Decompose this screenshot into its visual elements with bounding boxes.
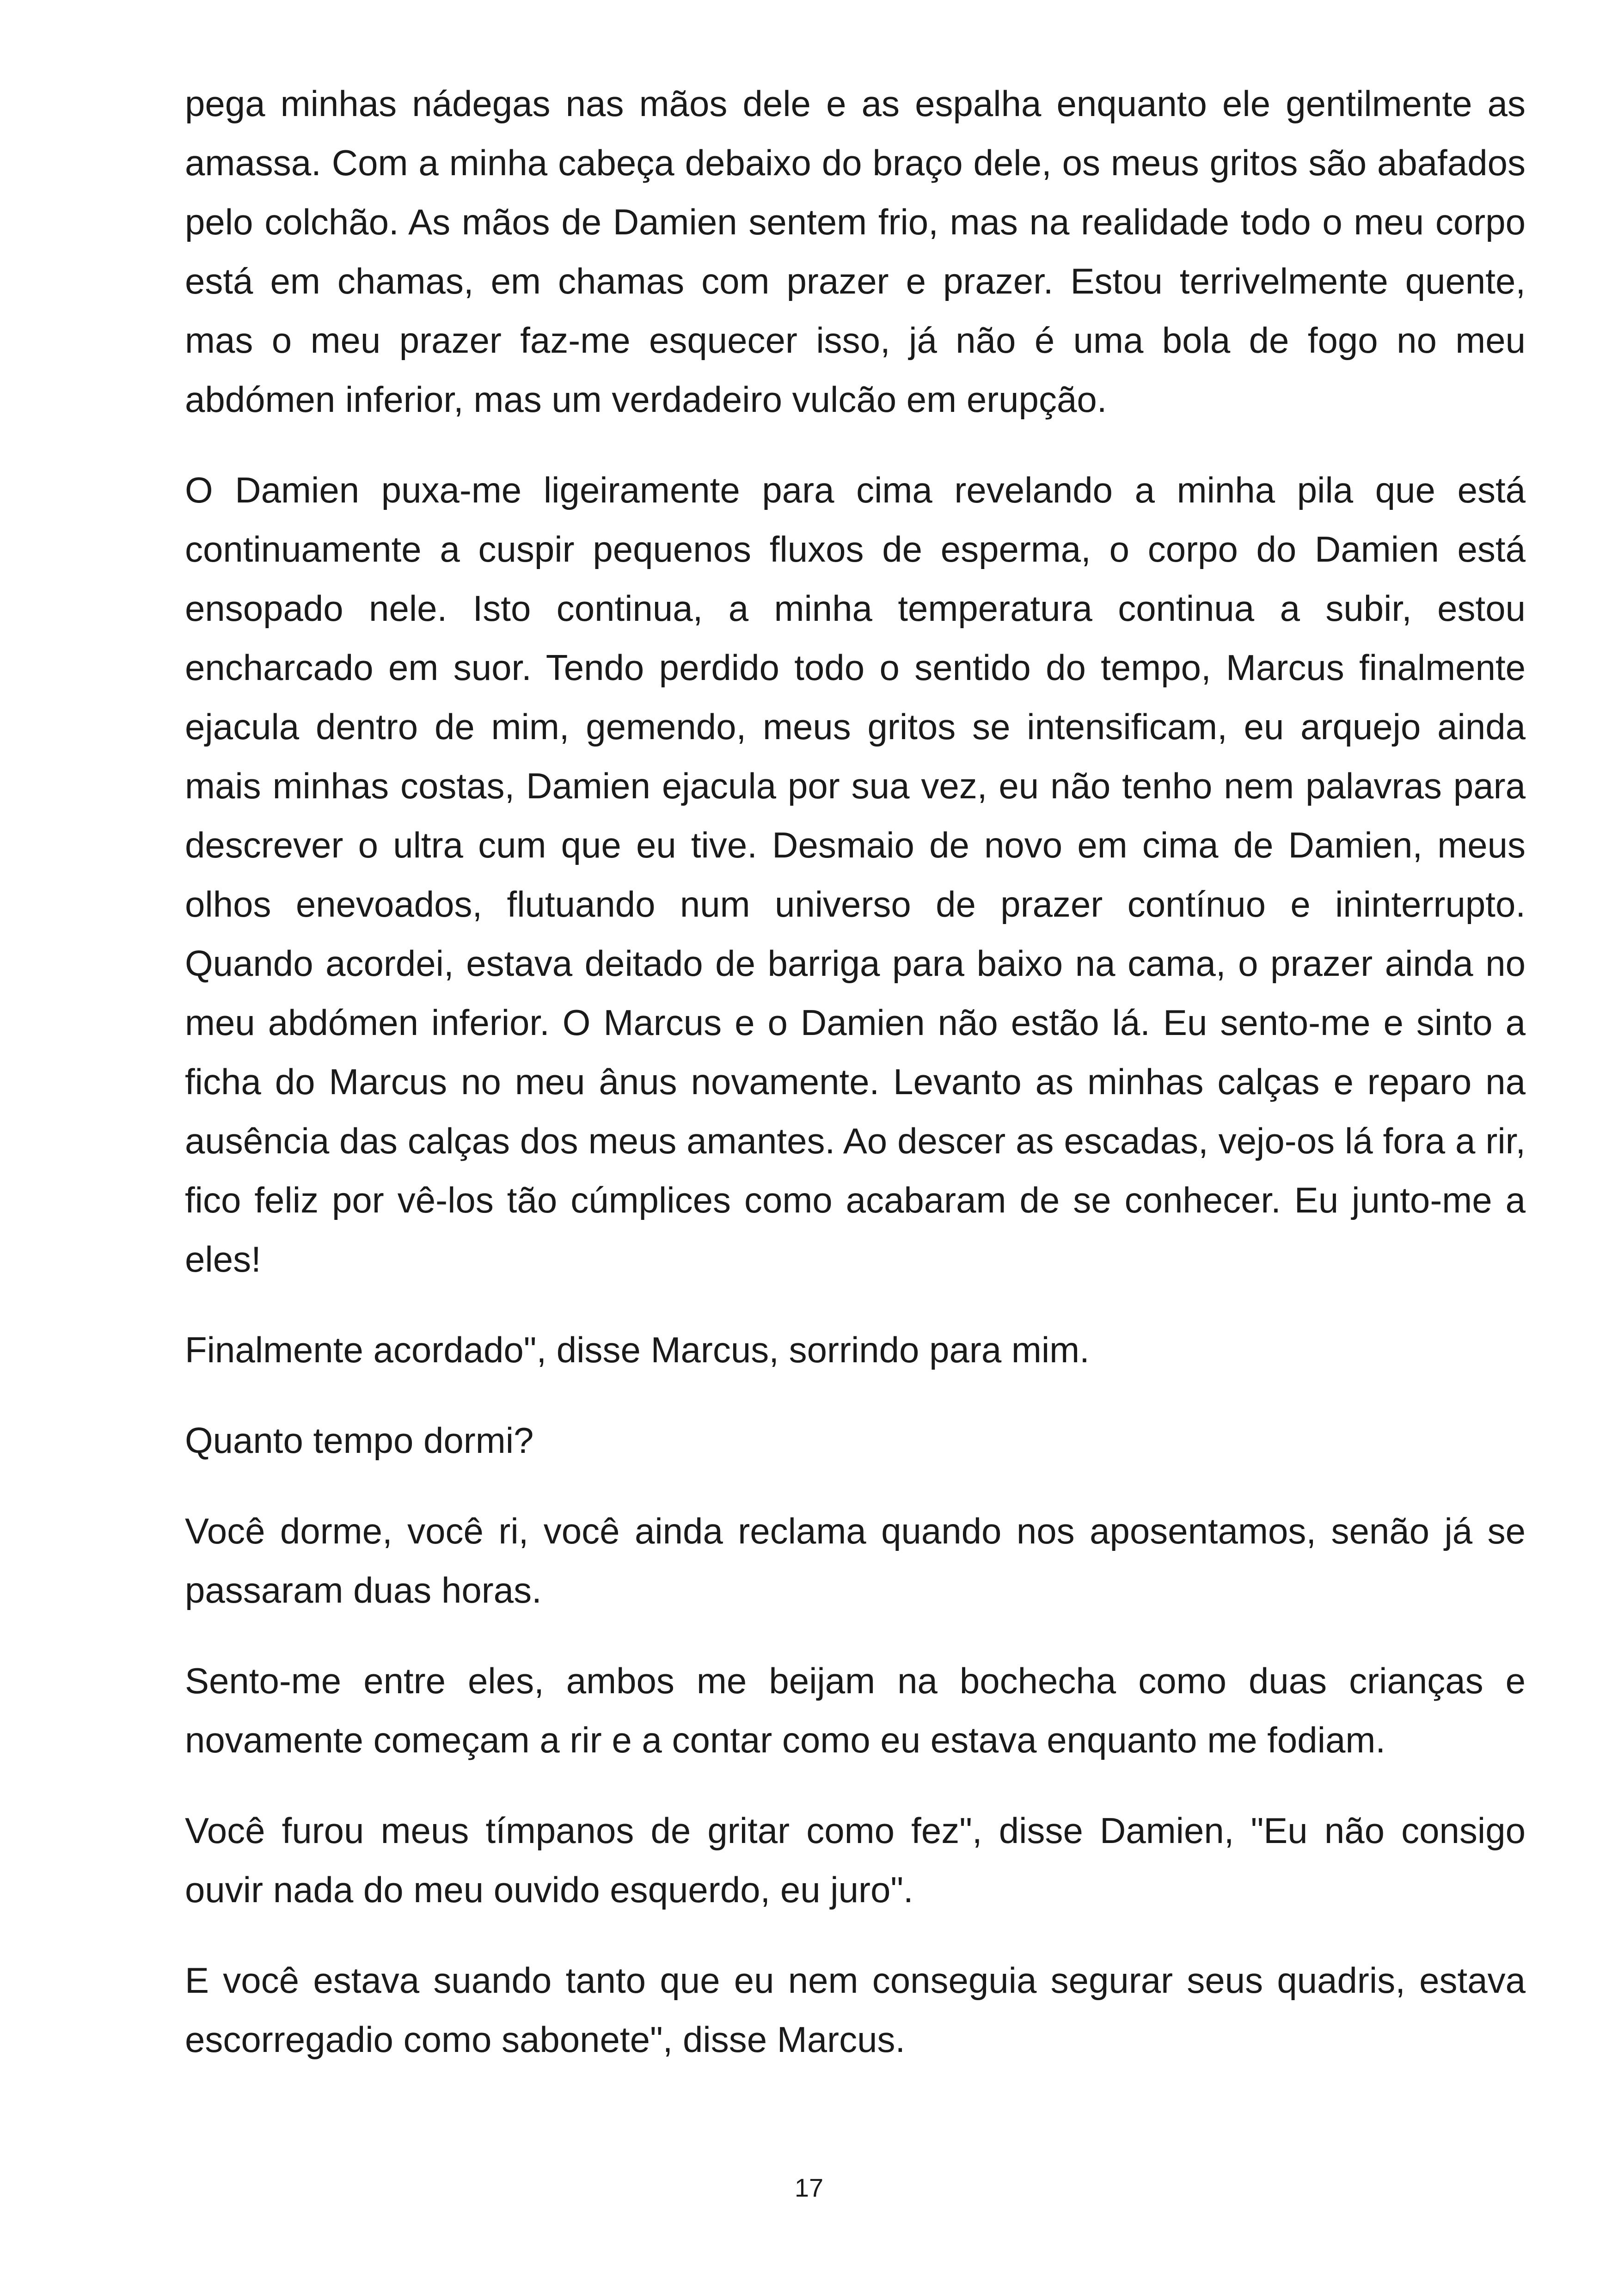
paragraph-4: Quanto tempo dormi? bbox=[185, 1420, 534, 1461]
body-text bbox=[185, 74, 1526, 2100]
paragraph-3: Finalmente acordado", disse Marcus, sorrindo para mim. bbox=[185, 1329, 1090, 1370]
paragraph-2: O Damien puxa-me ligeiramente para cima revelando a minha pila que está continuamente a cuspir pequenos fluxos de esperma, o corpo do Damien está ensopado nele. Isto continua, a minha temperatura continua a subir, estou encharcado em suor. Tendo perdido todo o sentido do tempo, Marcus finalmente ejacula dentro de mim, gemendo, meus gritos se intensificam, eu arquejo ainda mais minhas costas, Damien ejacula por sua vez, eu não tenho nem palavras para descrever o ultra cum que eu tive. Desmaio de novo em cima de Damien, meus olhos enevoados, flutuando num universo de prazer contínuo e ininterrupto. Quando acordei, estava deitado de barriga para baixo na cama, o prazer ainda no meu abdómen inferior. O Marcus e o Damien não estão lá. Eu sento-me e sinto a ficha do Marcus no meu ânus novamente. Levanto as minhas calças e reparo na ausência das calças dos meus amantes. Ao descer as escadas, vejo-os lá fora a rir, fico feliz por vê-los tão cúmplices como acabaram de se conhecer. Eu junto-me a eles! bbox=[185, 470, 1526, 1280]
paragraph-8: E você estava suando tanto que eu nem conseguia segurar seus quadris, estava escorregadio como sabonete", disse Marcus. bbox=[185, 1960, 1526, 2060]
paragraph-7: Você furou meus tímpanos de gritar como fez", disse Damien, "Eu não consigo ouvir nada do meu ouvido esquerdo, eu juro". bbox=[185, 1810, 1526, 1910]
page-number: 17 bbox=[794, 2173, 824, 2202]
paragraph-6: Sento-me entre eles, ambos me beijam na bochecha como duas crianças e novamente começam a rir e a contar como eu estava enquanto me fodiam. bbox=[185, 1660, 1526, 1760]
paragraph-5: Você dorme, você ri, você ainda reclama quando nos aposentamos, senão já se passaram duas horas. bbox=[185, 1511, 1526, 1610]
paragraph-1: pega minhas nádegas nas mãos dele e as espalha enquanto ele gentilmente as amassa. Com a minha cabeça debaixo do braço dele, os meus gritos são abafados pelo colchão. As mãos de Damien sentem frio, mas na realidade todo o meu corpo está em chamas, em chamas com prazer e prazer. Estou terrivelmente quente, mas o meu prazer faz-me esquecer isso, já não é uma bola de fogo no meu abdómen inferior, mas um verdadeiro vulcão em erupção. bbox=[185, 83, 1526, 420]
